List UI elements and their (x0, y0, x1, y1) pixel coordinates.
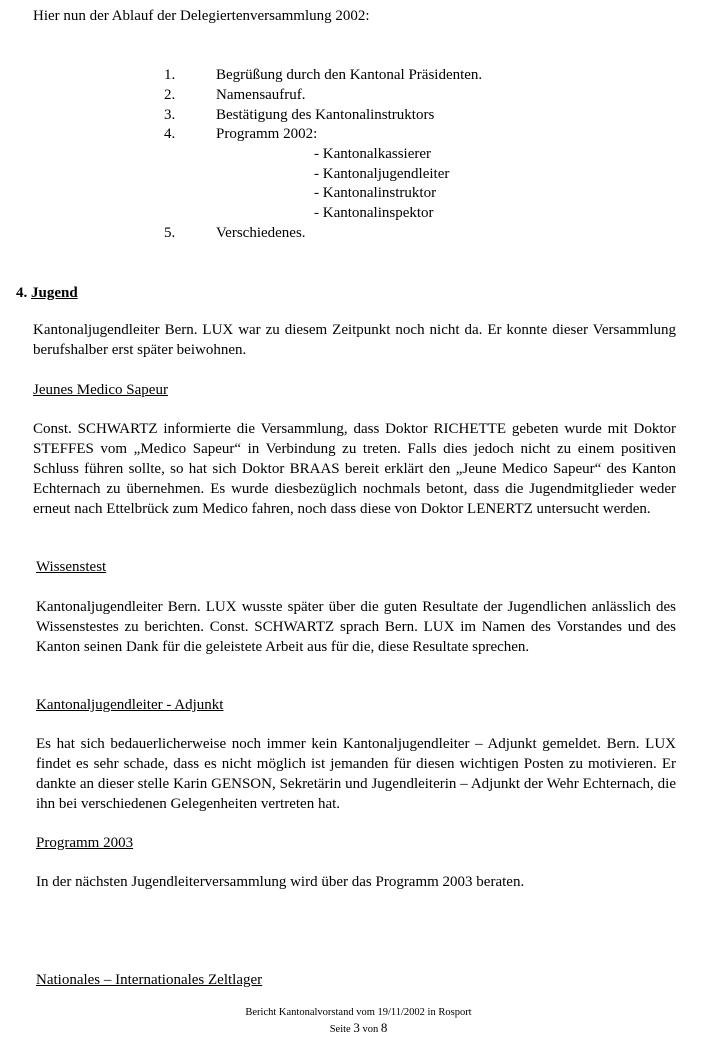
agenda-subitem: - Kantonalinspektor (314, 205, 434, 221)
agenda-item: Namensaufruf. (216, 87, 306, 103)
agenda-number: 1. (164, 67, 176, 83)
footer-current-page: 3 (353, 1020, 360, 1035)
heading-zeltlager: Nationales – Internationales Zeltlager (36, 972, 263, 988)
paragraph-wissenstest: Kantonaljugendleiter Bern. LUX wusste später über die guten Resultate der Jugendlichen anlässlich des Wissenstestes zu berichten. Const. SCHWARTZ sprach Bern. LUX im Namen des Vorstandes und des Kanton seinen Dank für die geleistete Arbeit aus für die, diese Resultate sprechen. (36, 599, 676, 655)
agenda-number: 5. (164, 225, 176, 241)
heading-adjunkt: Kantonaljugendleiter - Adjunkt (36, 697, 224, 713)
section-number: 4. (16, 285, 28, 301)
agenda-number: 4. (164, 126, 176, 142)
footer-page-number (0, 1021, 717, 1037)
paragraph-adjunkt: Es hat sich bedauerlicherweise noch immer kein Kantonaljugendleiter – Adjunkt gemeldet. Bern. LUX findet es sehr schade, dass es nicht möglich ist jemanden für diesen wichtigen Posten zu motivieren. Er dankte an dieser stelle Karin GENSON, Sekretärin und Jugendleiterin – Adjunkt der Wehr Echternach, die ihn bei verschiedenen Gelegenheiten vertreten hat. (36, 736, 676, 812)
agenda-number: 2. (164, 87, 176, 103)
heading-wissenstest: Wissenstest (36, 559, 107, 575)
paragraph-medico-sapeur: Const. SCHWARTZ informierte die Versammlung, dass Doktor RICHETTE gebeten wurde mit Doktor STEFFES vom „Medico Sapeur“ in Verbindung zu treten. Falls dies jedoch nicht zu einem positiven Schluss führen sollte, so hat sich Doktor BRAAS bereit erklärt den „Jeune Medico Sapeur“ des Kanton Echternach zu übernehmen. Es wurde diesbezüglich nochmals betont, dass die Jugendmitglieder weder erneut nach Ettelbrück zum Medico fahren, noch dass diese von Doktor LENERTZ untersucht werden. (33, 421, 676, 517)
paragraph-jugend: Kantonaljugendleiter Bern. LUX war zu diesem Zeitpunkt noch nicht da. Er konnte dieser Versammlung berufshalber erst später beiwohnen. (33, 322, 676, 358)
agenda-subitem: - Kantonalinstruktor (314, 185, 437, 201)
agenda-subitem: - Kantonalkassierer (314, 146, 432, 162)
agenda-item: Verschiedenes. (216, 225, 306, 241)
heading-medico-sapeur: Jeunes Medico Sapeur (33, 382, 168, 398)
section-heading (16, 283, 78, 303)
agenda-subitem: - Kantonaljugendleiter (314, 166, 450, 182)
section-title: Jugend (31, 285, 78, 301)
intro-text: Hier nun der Ablauf der Delegiertenversammlung 2002: (33, 8, 370, 24)
agenda-item: Begrüßung durch den Kantonal Präsidenten. (216, 67, 483, 83)
footer-report-line: Bericht Kantonalvorstand vom 19/11/2002 in Rosport (245, 1007, 472, 1018)
agenda-number: 3. (164, 107, 176, 123)
agenda-item: Programm 2002: (216, 126, 318, 142)
paragraph-programm-2003: In der nächsten Jugendleiterversammlung wird über das Programm 2003 beraten. (36, 874, 525, 890)
agenda-item: Bestätigung des Kantonalinstruktors (216, 107, 435, 123)
heading-programm-2003: Programm 2003 (36, 835, 134, 851)
footer-page-separator: von (362, 1024, 379, 1035)
footer-page-prefix: Seite (329, 1024, 351, 1035)
footer-total-pages: 8 (380, 1020, 388, 1035)
